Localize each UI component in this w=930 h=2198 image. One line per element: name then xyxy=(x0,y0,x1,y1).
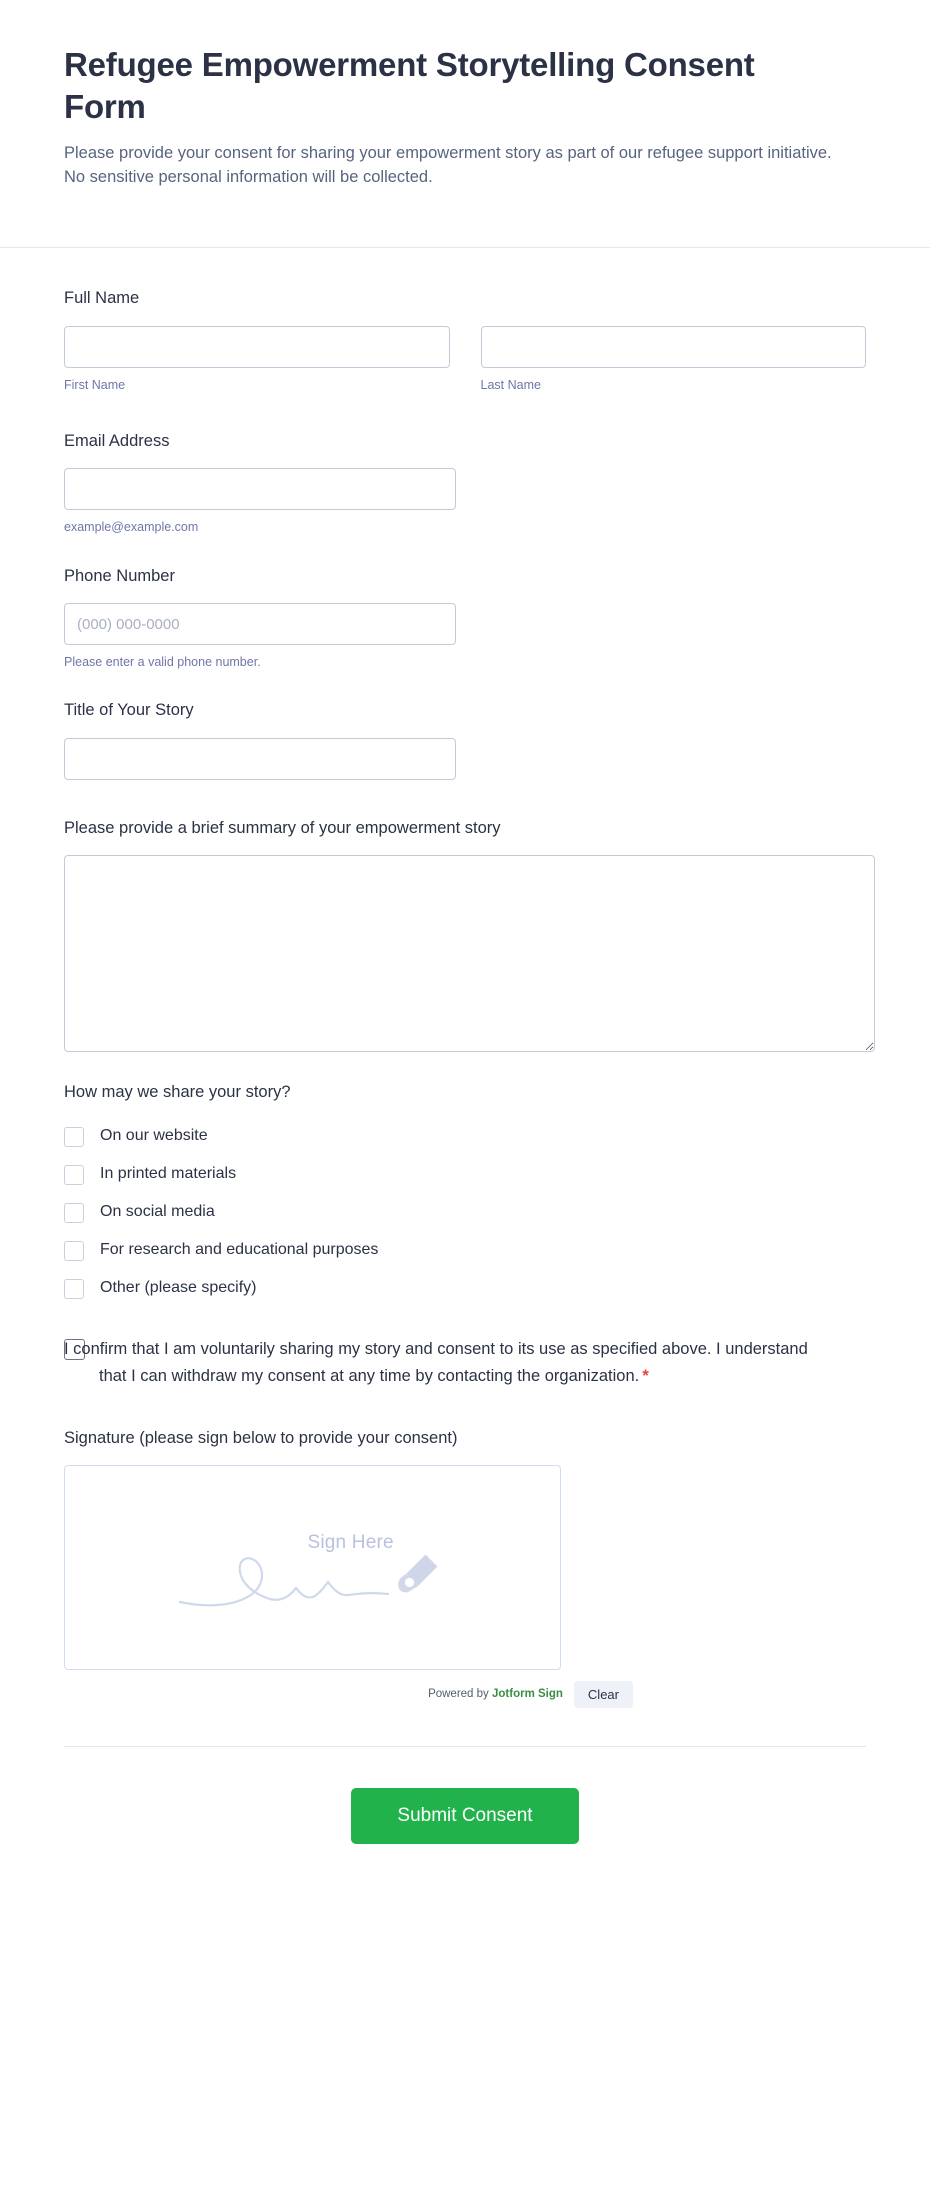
field-email xyxy=(64,431,866,536)
phone-field[interactable] xyxy=(64,603,456,645)
powered-by-text xyxy=(428,1688,563,1700)
submit-button[interactable]: Submit Consent xyxy=(351,1788,579,1844)
spacer xyxy=(64,780,866,818)
checkbox-printed-materials[interactable] xyxy=(64,1165,84,1185)
phone-col xyxy=(64,603,456,645)
checkbox-research[interactable] xyxy=(64,1241,84,1261)
phone-label: Phone Number xyxy=(64,566,175,585)
required-asterisk: * xyxy=(642,1366,649,1386)
page-subtitle: Please provide your consent for sharing your empowerment story as part of our refugee support initiative. No sensitive personal information will be collected. xyxy=(64,144,832,187)
field-share-options xyxy=(64,1082,866,1307)
full-name-row xyxy=(64,326,866,393)
checkbox-row-printed[interactable] xyxy=(64,1156,866,1194)
story-title-label: Title of Your Story xyxy=(64,701,194,720)
spacer xyxy=(64,1052,866,1082)
checkbox-label-website: On our website xyxy=(100,1127,208,1145)
spacer xyxy=(64,1390,866,1428)
clear-signature-button[interactable]: Clear xyxy=(574,1681,633,1709)
spacer xyxy=(64,393,866,431)
signature-footer xyxy=(64,1681,633,1709)
jotform-sign-brand: Jotform Sign xyxy=(492,1688,563,1701)
signature-label: Signature (please sign below to provide your consent) xyxy=(64,1429,458,1448)
checkbox-row-social[interactable] xyxy=(64,1194,866,1232)
last-name-sublabel: Last Name xyxy=(480,377,541,392)
form-header xyxy=(0,0,930,218)
checkbox-label-social: On social media xyxy=(100,1203,215,1221)
email-sublabel: example@example.com xyxy=(64,520,199,535)
spacer xyxy=(64,536,866,566)
share-options-list xyxy=(64,1118,866,1308)
story-title-input[interactable] xyxy=(64,738,456,780)
full-name-label: Full Name xyxy=(64,289,140,308)
consent-confirm-label: I confirm that I am voluntarily sharing my story and consent to its use as specified above. I understand that I can withdraw my consent at any time by contacting the organization. xyxy=(64,1339,808,1386)
first-name-input[interactable] xyxy=(64,326,450,368)
signature-watermark-inner xyxy=(178,1522,448,1612)
form-footer xyxy=(0,1747,930,1885)
signature-watermark xyxy=(65,1522,560,1612)
checkbox-row-research[interactable] xyxy=(64,1232,866,1270)
first-name-sublabel: First Name xyxy=(64,377,126,392)
checkbox-label-other: Other (please specify) xyxy=(100,1279,257,1297)
story-title-col xyxy=(64,738,456,780)
pen-nib-icon xyxy=(394,1552,440,1598)
share-options-label: How may we share your story? xyxy=(64,1083,291,1102)
checkbox-website[interactable] xyxy=(64,1127,84,1147)
first-name-col xyxy=(64,326,450,393)
last-name-col xyxy=(481,326,867,393)
checkbox-social-media[interactable] xyxy=(64,1203,84,1223)
spacer xyxy=(64,670,866,700)
phone-sublabel: Please enter a valid phone number. xyxy=(64,655,261,670)
checkbox-label-research: For research and educational purposes xyxy=(100,1241,379,1259)
email-col xyxy=(64,468,456,510)
sign-here-text: Sign Here xyxy=(307,1532,394,1554)
story-summary-textarea[interactable] xyxy=(64,855,875,1052)
field-full-name xyxy=(64,288,866,393)
signature-pad[interactable] xyxy=(64,1465,561,1670)
field-phone xyxy=(64,566,866,671)
checkbox-row-other[interactable] xyxy=(64,1270,866,1308)
signature-squiggle-icon xyxy=(178,1550,390,1612)
field-signature xyxy=(64,1428,866,1708)
powered-by-prefix: Powered by xyxy=(428,1688,489,1701)
field-story-title xyxy=(64,700,866,779)
story-summary-label: Please provide a brief summary of your empowerment story xyxy=(64,818,501,837)
checkbox-label-printed: In printed materials xyxy=(100,1165,237,1183)
email-label: Email Address xyxy=(64,432,170,450)
form-body xyxy=(0,248,930,1747)
page-title: Refugee Empowerment Storytelling Consent Form xyxy=(64,46,755,126)
email-field[interactable] xyxy=(64,468,456,510)
field-story-summary xyxy=(64,818,866,1052)
checkbox-other[interactable] xyxy=(64,1279,84,1299)
last-name-input[interactable] xyxy=(481,326,867,368)
checkbox-row-website[interactable] xyxy=(64,1118,866,1156)
field-consent-confirm[interactable] xyxy=(64,1336,866,1390)
consent-confirm-text xyxy=(64,1336,819,1390)
